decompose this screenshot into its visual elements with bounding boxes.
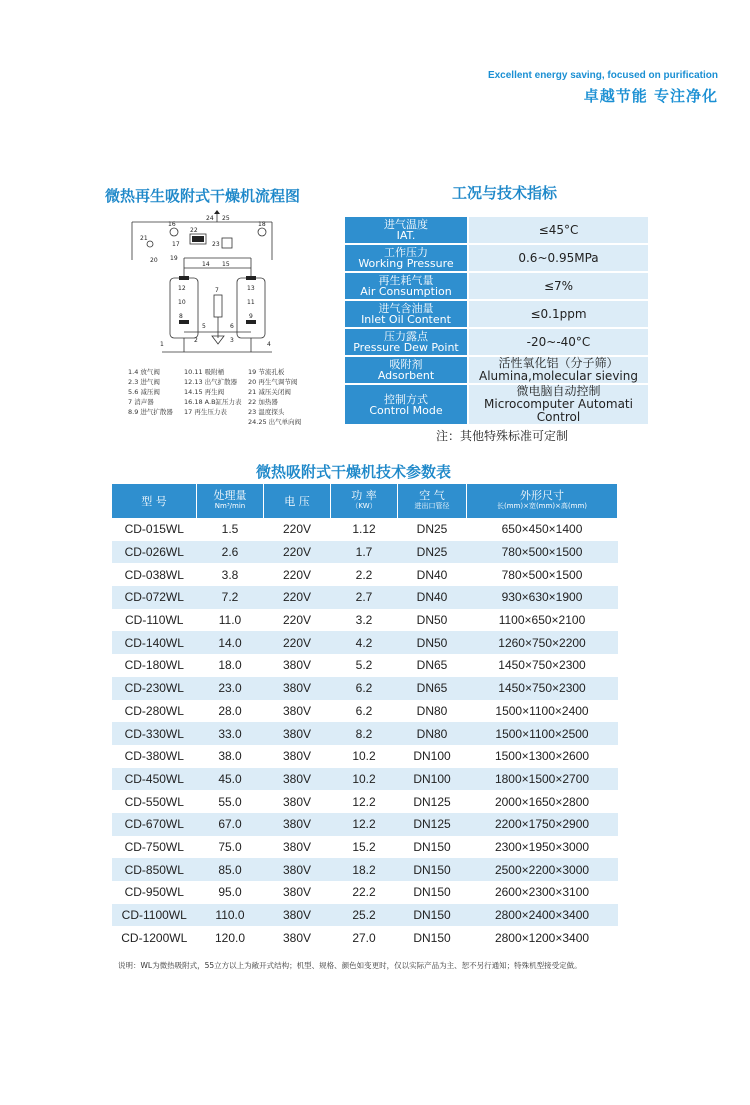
legend-item: 19 节流孔板	[248, 368, 285, 376]
cell-model: CD-180WL	[124, 658, 184, 673]
cell-power: 12.2	[352, 794, 376, 809]
diagram-label-4: 4	[267, 341, 271, 348]
cell-voltage: 380V	[282, 839, 312, 854]
cell-pipe: DN65	[398, 677, 467, 700]
header-label: 处理量	[213, 489, 247, 502]
cell-voltage: 380V	[282, 794, 312, 809]
header-model	[112, 484, 197, 518]
spec-value: 0.6~0.95MPa	[467, 245, 648, 271]
cell-capacity: 1.5	[221, 522, 239, 537]
diagram-label-13: 13	[247, 285, 255, 292]
flow-diagram-title: 微热再生吸附式干燥机流程图	[105, 187, 301, 205]
cell-power: 1.12	[352, 522, 376, 537]
legend-item: 10.11 吸附桶	[184, 368, 225, 376]
legend-item: 21 减压关闭阀	[248, 388, 291, 396]
diagram-label-12: 12	[178, 285, 186, 292]
diagram-label-16: 16	[168, 221, 176, 228]
diagram-label-17: 17	[172, 241, 180, 248]
cell-capacity: 75.0	[218, 839, 242, 854]
cell-capacity: 3.8	[221, 567, 239, 582]
cell-dimensions: 1800×1500×2700	[467, 768, 618, 791]
legend-item: 16.18 A.B缸压力表	[184, 398, 242, 406]
spec-key-cn: 吸附剂	[389, 358, 423, 371]
header-pipe	[398, 484, 467, 518]
spec-value: -20~-40°C	[467, 329, 648, 355]
header-label: 电 压	[284, 494, 310, 508]
footnote: 说明：WL为微热吸附式，55立方以上为敞开式结构；机型、规格、颜色如变更时，仅以实际产品为主、恕不另行通知；特殊机型接受定做。	[118, 961, 582, 970]
diagram-label-24: 24	[206, 215, 214, 222]
table-row	[112, 858, 618, 881]
legend-item: 1.4 放气阀	[128, 368, 160, 376]
legend-column-1	[128, 367, 173, 417]
cell-power: 4.2	[331, 631, 398, 654]
cell-capacity: 85.0	[197, 858, 264, 881]
cell-capacity: 18.0	[218, 658, 242, 673]
cell-model: CD-230WL	[112, 677, 197, 700]
cell-pipe: DN125	[398, 813, 467, 836]
cell-capacity: 45.0	[197, 768, 264, 791]
cell-model: CD-850WL	[112, 858, 197, 881]
cell-pipe: DN50	[416, 613, 448, 628]
cell-capacity: 38.0	[218, 749, 242, 764]
header-capacity	[197, 484, 264, 518]
cell-model: CD-110WL	[125, 613, 184, 628]
diagram-label-21: 21	[140, 235, 148, 242]
cell-model: CD-670WL	[112, 813, 197, 836]
header-label: 型 号	[141, 494, 167, 508]
cell-model: CD-330WL	[112, 722, 197, 745]
table-row	[112, 654, 618, 677]
header-dimensions	[467, 484, 618, 518]
table-row	[112, 677, 618, 700]
spec-row	[345, 357, 648, 383]
diagram-label-11: 11	[247, 299, 255, 306]
legend-item: 22 加热器	[248, 398, 278, 406]
spec-key-en: Working Pressure	[358, 257, 454, 270]
param-table-title: 微热吸附式干燥机技术参数表	[256, 463, 452, 481]
cell-model: CD-450WL	[112, 768, 197, 791]
legend-item: 14.15 再生阀	[184, 388, 225, 396]
diagram-label-10: 10	[178, 299, 186, 306]
cell-dimensions: 1500×1100×2500	[467, 722, 618, 745]
cell-dimensions: 2200×1750×2900	[467, 813, 618, 836]
cell-voltage: 380V	[264, 768, 331, 791]
cell-power: 22.2	[352, 885, 376, 900]
cell-model: CD-038WL	[124, 567, 184, 582]
spec-key	[345, 217, 467, 243]
cell-dimensions: 1100×650×2100	[498, 613, 586, 628]
cell-model: CD-140WL	[112, 631, 197, 654]
spec-value-cn: 活性氧化铝（分子筛）	[498, 356, 619, 370]
cell-power: 2.7	[331, 586, 398, 609]
cell-voltage: 380V	[282, 885, 312, 900]
cell-dimensions: 780×500×1500	[501, 567, 583, 582]
spec-row	[345, 385, 648, 424]
spec-row	[345, 301, 648, 327]
spec-value: ≤0.1ppm	[467, 301, 648, 327]
cell-power: 6.2	[355, 703, 373, 718]
cell-dimensions: 2600×2300×3100	[494, 885, 590, 900]
cell-power: 18.2	[331, 858, 398, 881]
legend-item: 17 再生压力表	[184, 408, 227, 416]
spec-title: 工况与技术指标	[452, 184, 558, 202]
cell-model: CD-1100WL	[112, 904, 197, 927]
cell-power: 10.2	[331, 768, 398, 791]
cell-pipe: DN100	[398, 768, 467, 791]
spec-value	[467, 385, 648, 424]
cell-voltage: 220V	[282, 613, 312, 628]
cell-pipe: DN25	[398, 541, 467, 564]
cell-power: 1.7	[331, 541, 398, 564]
cell-power: 10.2	[352, 749, 376, 764]
cell-voltage: 380V	[282, 749, 312, 764]
process-flow-diagram	[122, 210, 322, 370]
diagram-label-19: 19	[170, 255, 178, 262]
cell-capacity: 120.0	[214, 930, 246, 945]
diagram-label-6: 6	[230, 323, 234, 330]
cell-model: CD-750WL	[124, 839, 184, 854]
spec-value-en: Microcomputer Automati Control	[484, 397, 633, 424]
cell-voltage: 380V	[282, 930, 312, 945]
cell-model: CD-072WL	[112, 586, 197, 609]
diagram-label-18: 18	[258, 221, 266, 228]
cell-voltage: 380V	[282, 703, 312, 718]
table-row	[112, 768, 618, 791]
cell-capacity: 14.0	[197, 631, 264, 654]
spec-key	[345, 245, 467, 271]
cell-pipe: DN150	[398, 858, 467, 881]
custom-note: 注：其他特殊标准可定制	[436, 429, 569, 443]
cell-dimensions: 2000×1650×2800	[494, 794, 590, 809]
cell-capacity: 28.0	[218, 703, 242, 718]
cell-capacity: 55.0	[218, 794, 242, 809]
diagram-label-1: 1	[160, 341, 164, 348]
cell-voltage: 380V	[282, 658, 312, 673]
table-row	[112, 518, 618, 541]
cell-voltage: 380V	[264, 858, 331, 881]
spec-value: ≤7%	[467, 273, 648, 299]
header-sub: 长(mm)×宽(mm)×高(mm)	[496, 502, 588, 510]
table-row	[112, 609, 618, 632]
table-row	[112, 631, 618, 654]
spec-value-cn: 微电脑自动控制	[516, 384, 601, 398]
cell-model: CD-550WL	[124, 794, 184, 809]
diagram-label-9: 9	[249, 313, 253, 320]
diagram-label-14: 14	[202, 261, 210, 268]
cell-power: 2.2	[355, 567, 373, 582]
cell-voltage: 220V	[264, 586, 331, 609]
slogan-chinese: 卓越节能 专注净化	[583, 87, 718, 105]
table-row	[112, 904, 618, 927]
diagram-label-7: 7	[215, 287, 219, 294]
table-row	[112, 745, 618, 768]
cell-pipe: DN40	[398, 586, 467, 609]
table-row	[112, 722, 618, 745]
cell-dimensions: 2500×2200×3000	[467, 858, 618, 881]
cell-voltage: 380V	[264, 813, 331, 836]
diagram-label-5: 5	[202, 323, 206, 330]
cell-capacity: 33.0	[197, 722, 264, 745]
table-row	[112, 926, 618, 949]
cell-power: 3.2	[355, 613, 373, 628]
cell-dimensions: 1260×750×2200	[467, 631, 618, 654]
cell-dimensions: 2800×2400×3400	[467, 904, 618, 927]
spec-value: ≤45°C	[467, 217, 648, 243]
cell-power: 8.2	[331, 722, 398, 745]
header-voltage	[264, 484, 331, 518]
cell-power: 6.2	[331, 677, 398, 700]
cell-dimensions: 2300×1950×3000	[494, 839, 590, 854]
diagram-label-20: 20	[150, 257, 158, 264]
cell-voltage: 380V	[264, 677, 331, 700]
table-row	[112, 563, 618, 586]
cell-pipe: DN65	[416, 658, 448, 673]
spec-key-cn: 工作压力	[384, 246, 428, 259]
cell-dimensions: 1450×750×2300	[498, 658, 586, 673]
legend-column-3	[248, 367, 301, 427]
header-sub: 进出口管径	[414, 502, 450, 510]
spec-key-en: Pressure Dew Point	[353, 341, 459, 354]
table-row	[112, 586, 618, 609]
cell-capacity: 110.0	[197, 904, 264, 927]
cell-capacity: 23.0	[197, 677, 264, 700]
cell-power: 5.2	[355, 658, 373, 673]
header-sub: （KW）	[351, 502, 377, 510]
spec-row	[345, 329, 648, 355]
spec-key	[345, 329, 467, 355]
header-power	[331, 484, 398, 518]
cell-capacity: 2.6	[197, 541, 264, 564]
cell-model: CD-950WL	[124, 885, 184, 900]
spec-key-cn: 控制方式	[384, 392, 428, 406]
cell-model: CD-280WL	[124, 703, 184, 718]
spec-value	[467, 357, 648, 383]
cell-pipe: DN25	[416, 522, 448, 537]
cell-voltage: 220V	[264, 631, 331, 654]
spec-key	[345, 273, 467, 299]
cell-model: CD-015WL	[124, 522, 184, 537]
header-sub: Nm³/min	[214, 502, 246, 510]
cell-voltage: 380V	[264, 722, 331, 745]
cell-power: 27.0	[352, 930, 376, 945]
spec-table	[345, 215, 648, 426]
cell-pipe: DN150	[413, 885, 451, 900]
cell-dimensions: 2800×1200×3400	[494, 930, 590, 945]
cell-dimensions: 1500×1100×2400	[495, 703, 589, 718]
diagram-label-25: 25	[222, 215, 230, 222]
spec-key-en: Adsorbent	[377, 369, 435, 382]
legend-item: 23 温度探头	[248, 408, 285, 416]
spec-key-cn: 进气温度	[384, 218, 428, 231]
cell-capacity: 7.2	[197, 586, 264, 609]
cell-model: CD-1200WL	[121, 930, 188, 945]
legend-item: 7 消声器	[128, 398, 154, 406]
header-label: 外形尺寸	[520, 489, 564, 502]
header-label: 功 率	[351, 489, 377, 502]
diagram-label-3: 3	[230, 337, 234, 344]
cell-pipe: DN80	[416, 703, 448, 718]
table-row	[112, 541, 618, 564]
cell-pipe: DN150	[413, 839, 451, 854]
diagram-label-8: 8	[179, 313, 183, 320]
legend-item: 5.6 减压阀	[128, 388, 160, 396]
spec-row	[345, 273, 648, 299]
cell-voltage: 220V	[282, 522, 312, 537]
slogan-english: Excellent energy saving, focused on purification	[487, 70, 718, 81]
cell-capacity: 95.0	[218, 885, 242, 900]
cell-dimensions: 1450×750×2300	[467, 677, 618, 700]
legend-item: 20 再生气调节阀	[248, 378, 298, 386]
legend-column-2	[184, 367, 242, 417]
cell-power: 12.2	[331, 813, 398, 836]
table-row	[112, 700, 618, 723]
spec-key-en: Control Mode	[369, 403, 443, 417]
cell-voltage: 220V	[282, 567, 312, 582]
header-label: 空 气	[419, 489, 445, 502]
table-row	[112, 836, 618, 859]
cell-capacity: 11.0	[218, 613, 242, 628]
diagram-label-23: 23	[212, 241, 220, 248]
cell-power: 15.2	[352, 839, 376, 854]
param-table-body	[112, 518, 618, 949]
cell-pipe: DN100	[413, 749, 451, 764]
table-row	[112, 813, 618, 836]
spec-key	[345, 301, 467, 327]
spec-key-cn: 进气含油量	[378, 302, 434, 315]
cell-voltage: 380V	[264, 904, 331, 927]
spec-row	[345, 245, 648, 271]
param-table	[112, 484, 618, 949]
spec-key-en: Air Consumption	[360, 285, 452, 298]
cell-pipe: DN150	[398, 904, 467, 927]
cell-dimensions: 930×630×1900	[467, 586, 618, 609]
cell-power: 25.2	[331, 904, 398, 927]
legend-item: 2.3 进气阀	[128, 378, 160, 386]
table-row	[112, 881, 618, 904]
spec-key-en: Inlet Oil Content	[361, 313, 451, 326]
cell-dimensions: 1500×1300×2600	[494, 749, 590, 764]
legend-item: 12.13 出气扩散器	[184, 378, 238, 386]
spec-key	[345, 357, 467, 383]
cell-capacity: 67.0	[197, 813, 264, 836]
cell-pipe: DN50	[398, 631, 467, 654]
cell-pipe: DN125	[413, 794, 451, 809]
cell-model: CD-380WL	[124, 749, 184, 764]
spec-row	[345, 217, 648, 243]
legend-item: 24.25 出气单向阀	[248, 418, 302, 426]
diagram-label-22: 22	[190, 227, 198, 234]
param-header-row	[112, 484, 618, 518]
cell-dimensions: 780×500×1500	[467, 541, 618, 564]
cell-pipe: DN150	[413, 930, 451, 945]
table-row	[112, 790, 618, 813]
cell-pipe: DN80	[398, 722, 467, 745]
cell-dimensions: 650×450×1400	[501, 522, 583, 537]
spec-key-en: IAT.	[396, 229, 416, 242]
spec-key-cn: 压力露点	[384, 330, 428, 343]
cell-model: CD-026WL	[112, 541, 197, 564]
spec-key	[345, 385, 467, 424]
cell-voltage: 220V	[264, 541, 331, 564]
spec-value-en: Alumina,molecular sieving	[479, 369, 638, 383]
diagram-label-15: 15	[222, 261, 230, 268]
legend-item: 8.9 进气扩散器	[128, 408, 173, 416]
diagram-label-2: 2	[194, 337, 198, 344]
cell-pipe: DN40	[416, 567, 448, 582]
spec-key-cn: 再生耗气量	[378, 274, 434, 287]
